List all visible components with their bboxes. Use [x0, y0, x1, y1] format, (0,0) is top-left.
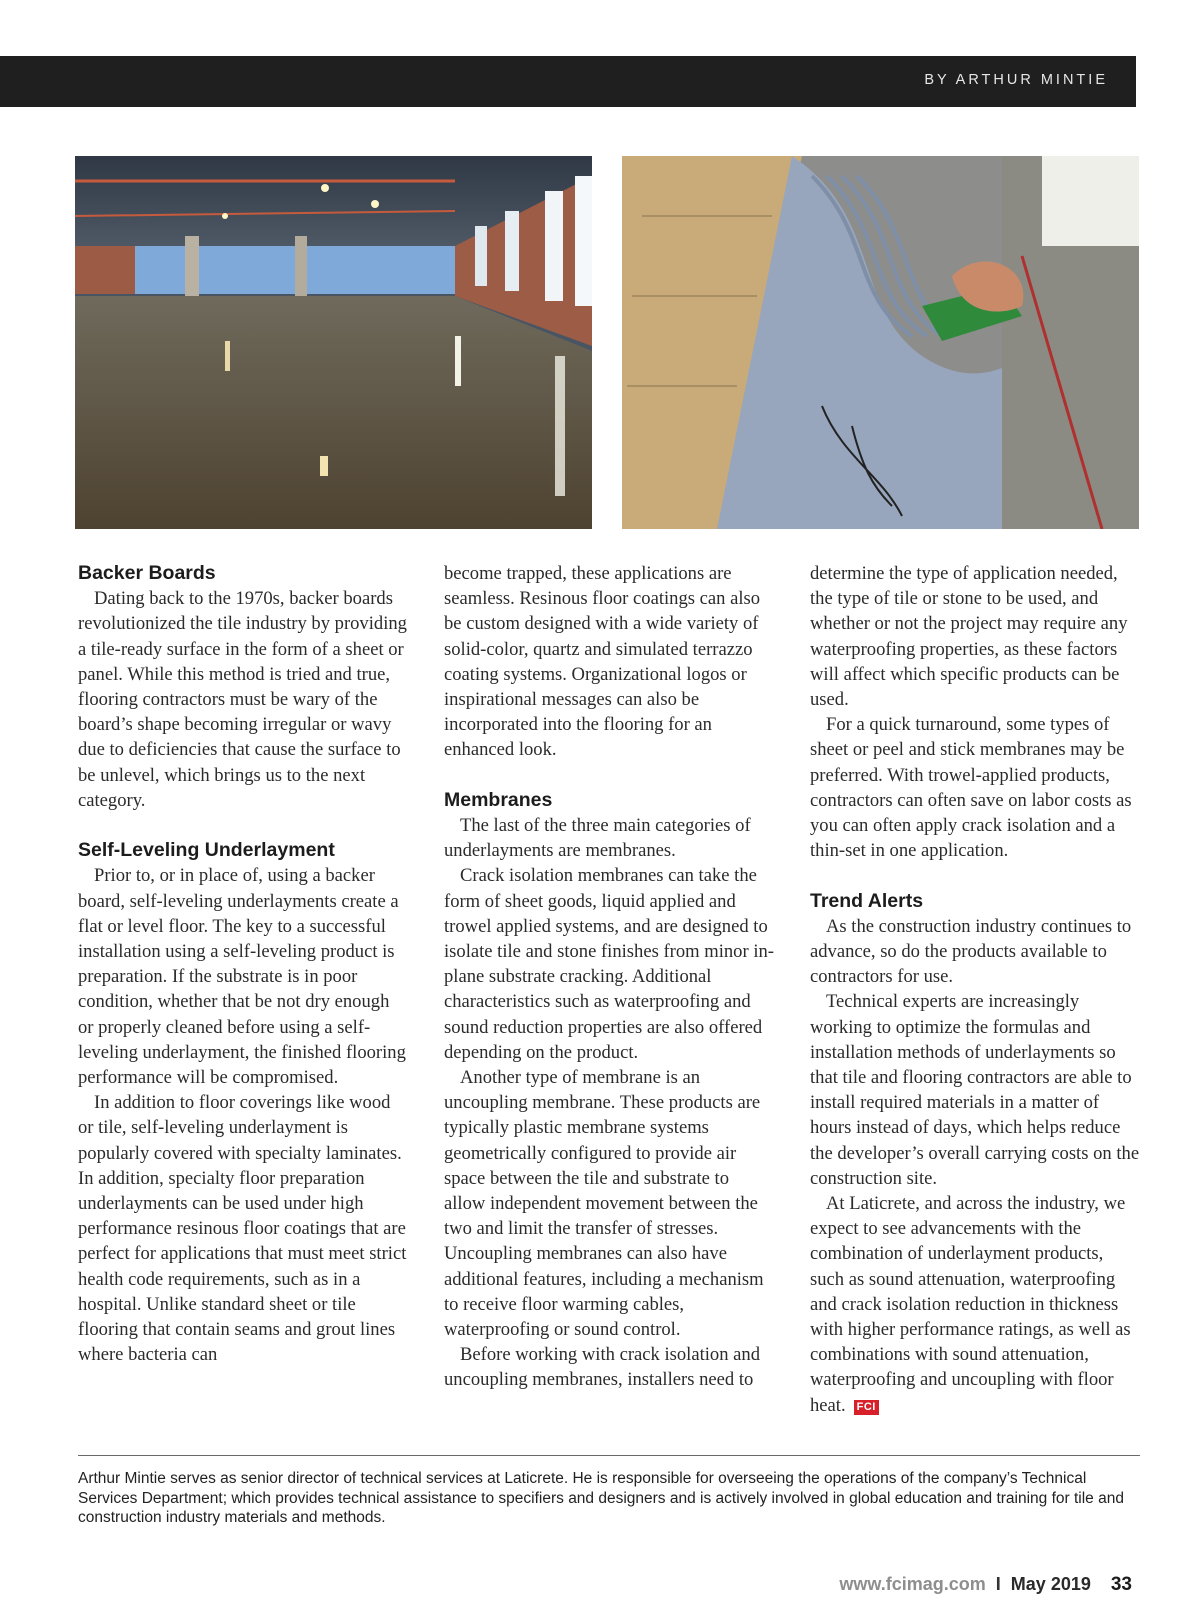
paragraph: become trapped, these applications are seamless. Resinous floor coatings can also be custom designed with a wide variety of solid-color, quartz and simulated terrazzo coating systems. Organizational logos or inspirational messages can also be incorporated into the flooring for an enhanced look. — [444, 563, 761, 761]
heading-self-leveling: Self-Leveling Underlayment — [78, 839, 335, 862]
paragraph: Crack isolation membranes can take the form of sheet goods, liquid applied and trowel applied systems, and are designed to isolate tile and stone finishes from minor in-plane substrate cracking. Additional characteristics such as waterproofing and sound reduction properties are also offered depending on the product. — [444, 865, 774, 1063]
author-bio: Arthur Mintie serves as senior director of technical services at Laticrete. He is responsible for overseeing the operations of the company’s Technical Services Department; which provides technical assistance to specifiers and designers and is actively involved in global education and training for tile and construction industry materials and methods. — [78, 1470, 1124, 1526]
paragraph: determine the type of application needed, the type of tile or stone to be used, and whether or not the project may require any waterproofing properties, as these factors will affect which specific products can be used. — [810, 563, 1128, 711]
heading-membranes: Membranes — [444, 788, 553, 811]
bio-divider — [78, 1455, 1140, 1456]
paragraph: Technical experts are increasingly working to optimize the formulas and installation methods of underlayments so that tile and flooring contractors are able to install required materials in a matter of hours instead of days, which helps reduce the developer’s overall carrying costs on the construction site. — [810, 991, 1140, 1189]
page-number: 33 — [1110, 1574, 1132, 1595]
paragraph: As the construction industry continues to advance, so do the products available to contractors for use. — [810, 915, 1132, 988]
heading-trend-alerts: Trend Alerts — [810, 889, 924, 912]
heading-backer-boards: Backer Boards — [78, 562, 216, 584]
paragraph-text: At Laticrete, and across the industry, we expect to see advancements with the combination of underlayment products, such as sound attenuation, waterproofing and crack isolation reduction in thickness with higher performance ratings, as well as combinations with sound attenuation, waterproofing and uncoupling with floor heat. — [810, 1193, 1131, 1416]
floor-room-photo — [75, 156, 592, 529]
paragraph: The last of the three main categories of underlayments are membranes. — [444, 815, 751, 862]
paragraph-final — [810, 1191, 1142, 1418]
paragraph: Prior to, or in place of, using a backer board, self-leveling underlayments create a flat or level floor. The key to a successful installation using a self-leveling product is preparation. If the substrate is in poor condition, whether that be not dry enough or properly cleaned before using a self-leveling underlayment, the finished flooring performance will be compromised. — [78, 865, 406, 1089]
column-3 — [810, 561, 1142, 1418]
footer-date: May 2019 — [1010, 1574, 1091, 1594]
trowel-membrane-photo — [622, 156, 1139, 529]
column-1 — [78, 561, 408, 1367]
paragraph: In addition to floor coverings like wood or tile, self-leveling underlayment is popularly covered with specialty laminates. In addition, specialty floor preparation underlayments can be used under high performance resinous floor coatings that are perfect for applications that must meet strict health code requirements, such as in a hospital. Unlike standard sheet or tile flooring that contain seams and grout lines where bacteria can — [78, 1092, 407, 1366]
paragraph: Dating back to the 1970s, backer boards revolutionized the tile industry by providing a tile-ready surface in the form of a sheet or panel. While this method is tried and true, flooring contractors must be wary of the board’s shape becoming irregular or wavy due to deficiencies that cause the surface to be unlevel, which brings us to the next category. — [78, 588, 407, 811]
byline-bar — [0, 56, 1136, 107]
page-footer — [839, 1574, 1132, 1596]
fci-end-mark: FCI — [854, 1400, 879, 1415]
footer-site: www.fcimag.com — [839, 1574, 986, 1594]
footer-separator: I — [995, 1574, 1001, 1594]
paragraph: Another type of membrane is an uncoupling membrane. These products are typically plastic membrane systems geometrically configured to provide air space between the tile and substrate to allow independent movement between the two and limit the transfer of stresses. Uncoupling membranes can also have additional features, including a mechanism to receive floor warming cables, waterproofing or sound control. — [444, 1067, 764, 1341]
paragraph: Before working with crack isolation and uncoupling membranes, installers need to — [444, 1344, 760, 1391]
byline: BY ARTHUR MINTIE — [924, 72, 1108, 88]
column-2 — [444, 561, 774, 1393]
paragraph: For a quick turnaround, some types of sheet or peel and stick membranes may be preferred. With trowel-applied products, contractors can often save on labor costs as you can often apply crack isolation and a thin-set in one application. — [810, 714, 1132, 862]
